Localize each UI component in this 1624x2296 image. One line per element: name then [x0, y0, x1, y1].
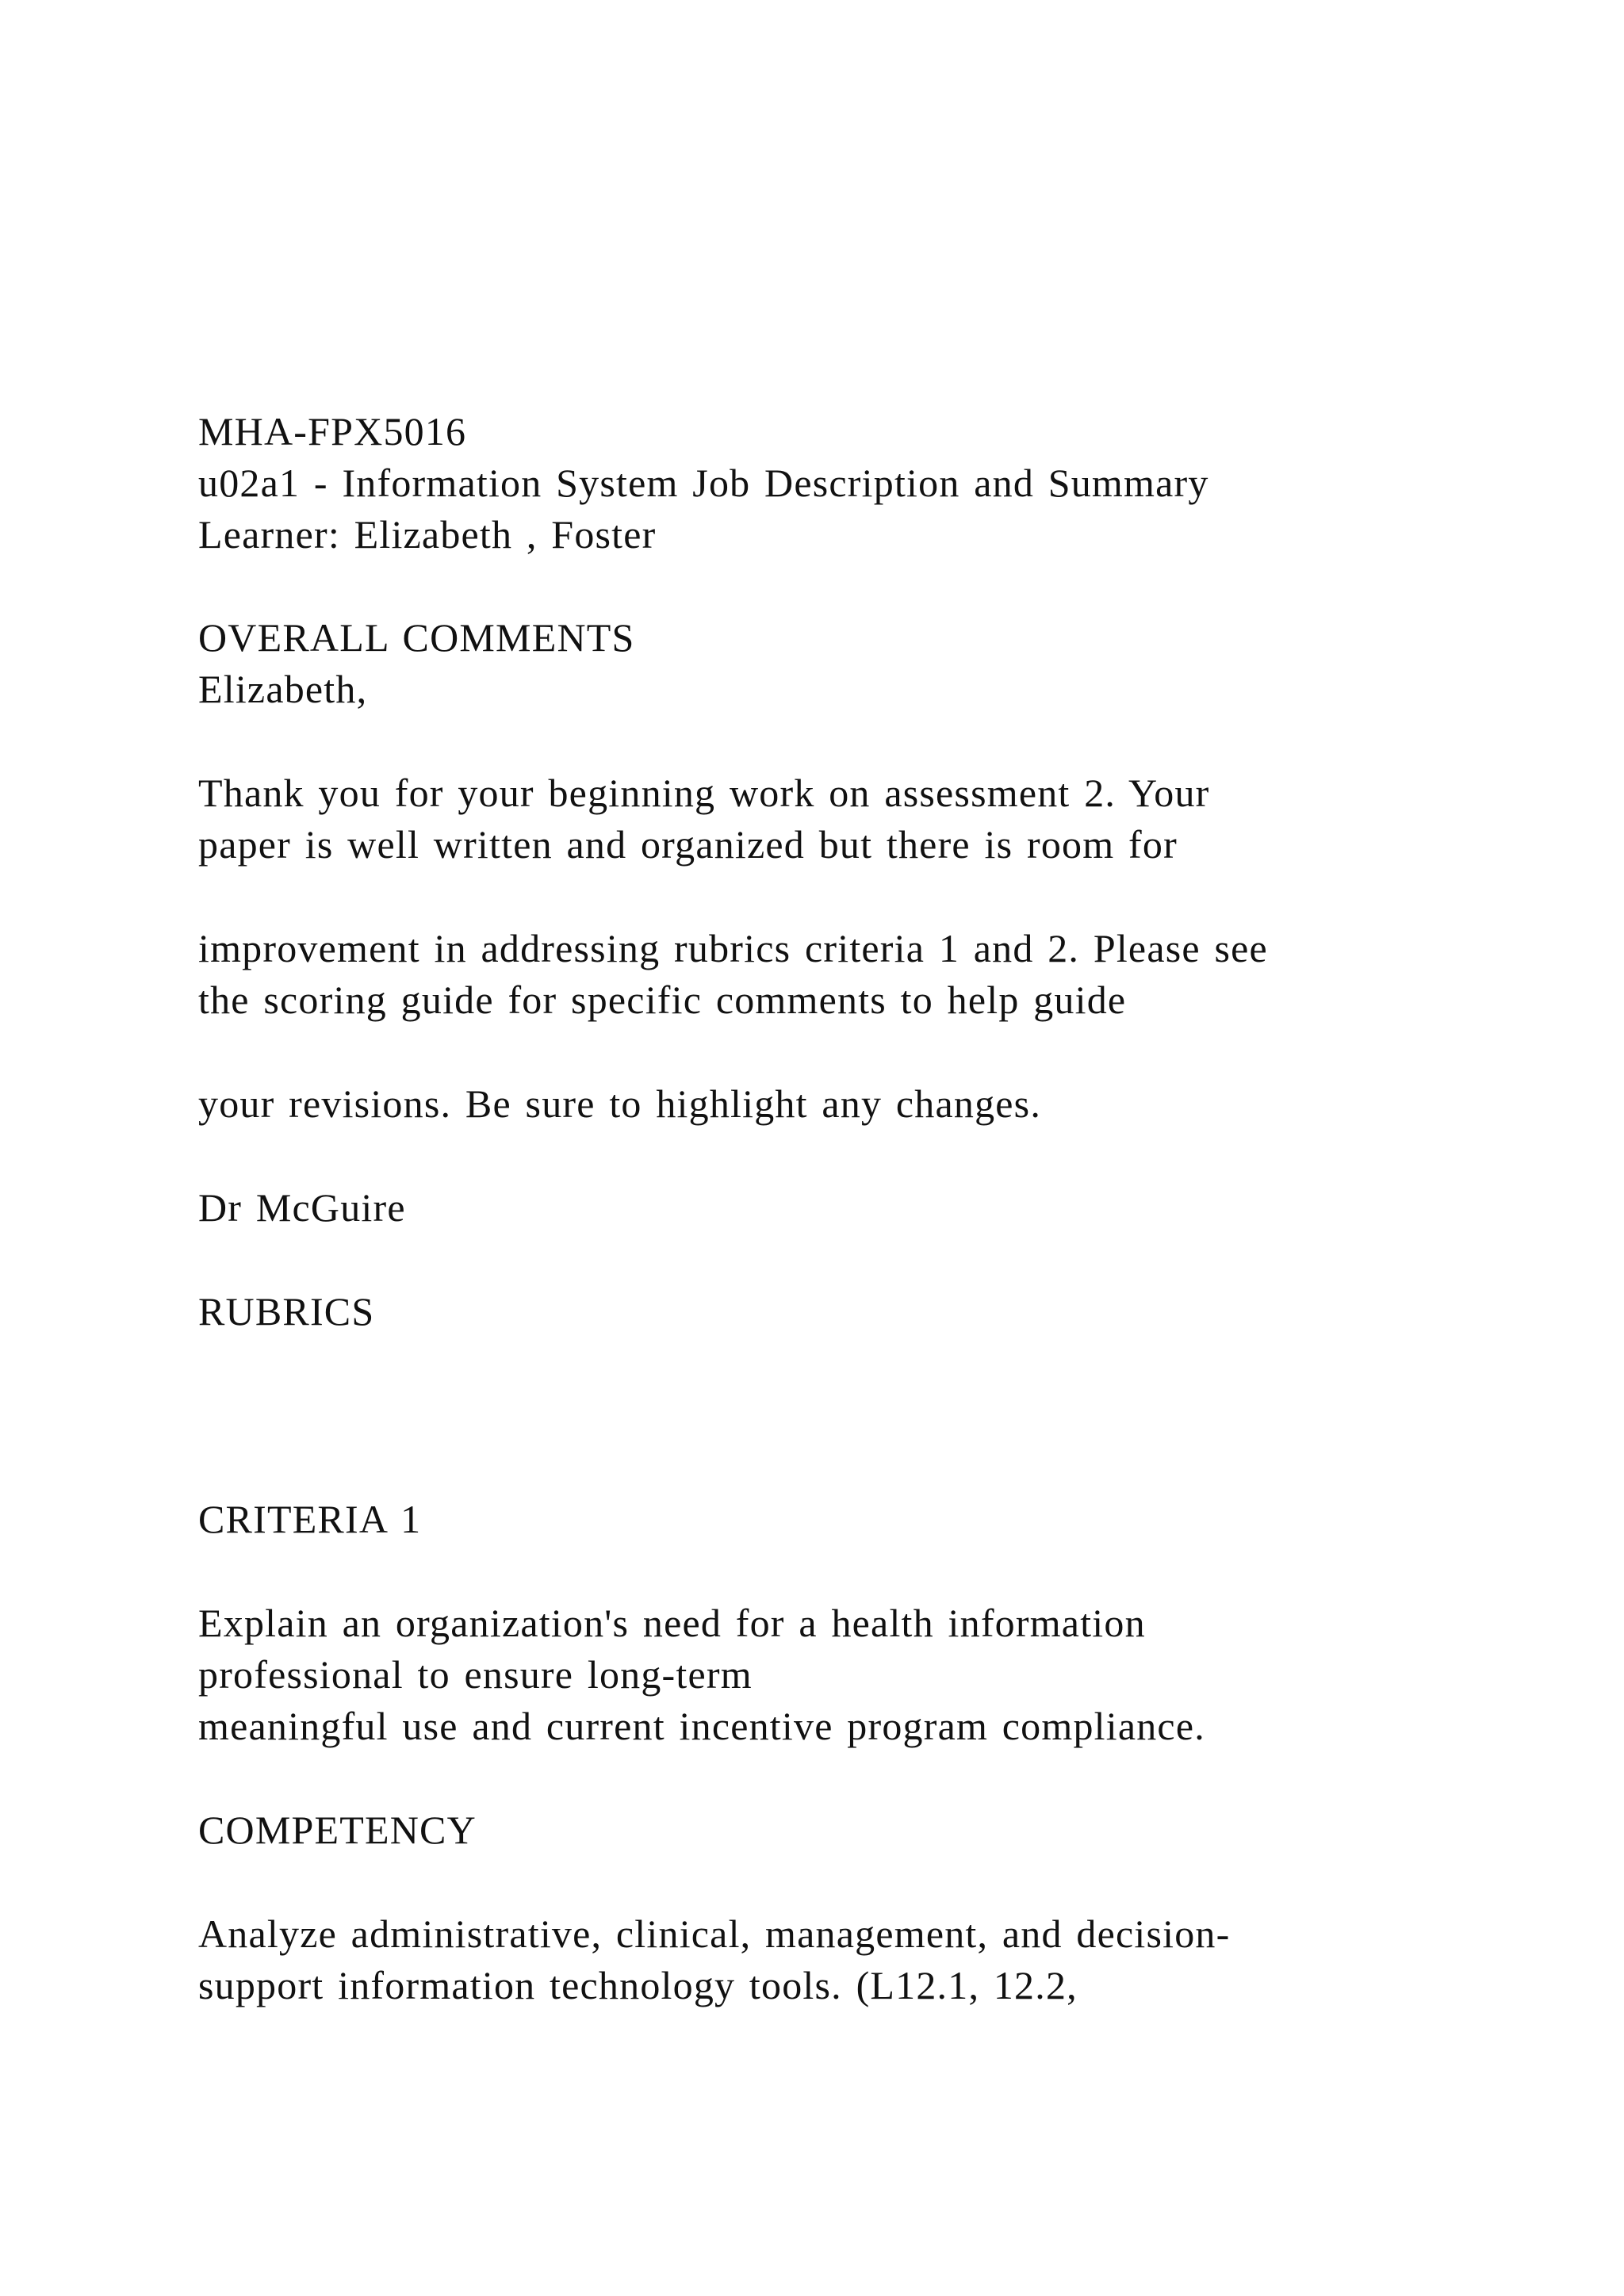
assignment-title: u02a1 - Information System Job Description and Summary: [198, 461, 1209, 505]
criteria-line: professional to ensure long-term: [198, 1652, 753, 1697]
comment-line: Thank you for your beginning work on assessment 2. Your: [198, 771, 1210, 815]
competency-line: Analyze administrative, clinical, management, and decision-: [198, 1911, 1231, 1956]
learner-name: Learner: Elizabeth , Foster: [198, 512, 657, 557]
comment-line: paper is well written and organized but there is room for: [198, 822, 1178, 867]
course-code: MHA-FPX5016: [198, 409, 467, 453]
signature: Dr McGuire: [198, 1185, 406, 1230]
comment-line: improvement in addressing rubrics criteria 1 and 2. Please see: [198, 926, 1268, 970]
criteria-line: Explain an organization's need for a health information: [198, 1601, 1146, 1645]
overall-comments-heading: OVERALL COMMENTS: [198, 615, 635, 660]
rubrics-heading: RUBRICS: [198, 1289, 375, 1334]
criteria-heading: CRITERIA 1: [198, 1497, 422, 1541]
comment-line: your revisions. Be sure to highlight any changes.: [198, 1081, 1042, 1126]
salutation: Elizabeth,: [198, 667, 368, 711]
competency-line: support information technology tools. (L12.1, 12.2,: [198, 1963, 1078, 2007]
competency-heading: COMPETENCY: [198, 1808, 477, 1852]
criteria-line: meaningful use and current incentive program compliance.: [198, 1704, 1205, 1748]
comment-line: the scoring guide for specific comments to help guide: [198, 978, 1127, 1022]
